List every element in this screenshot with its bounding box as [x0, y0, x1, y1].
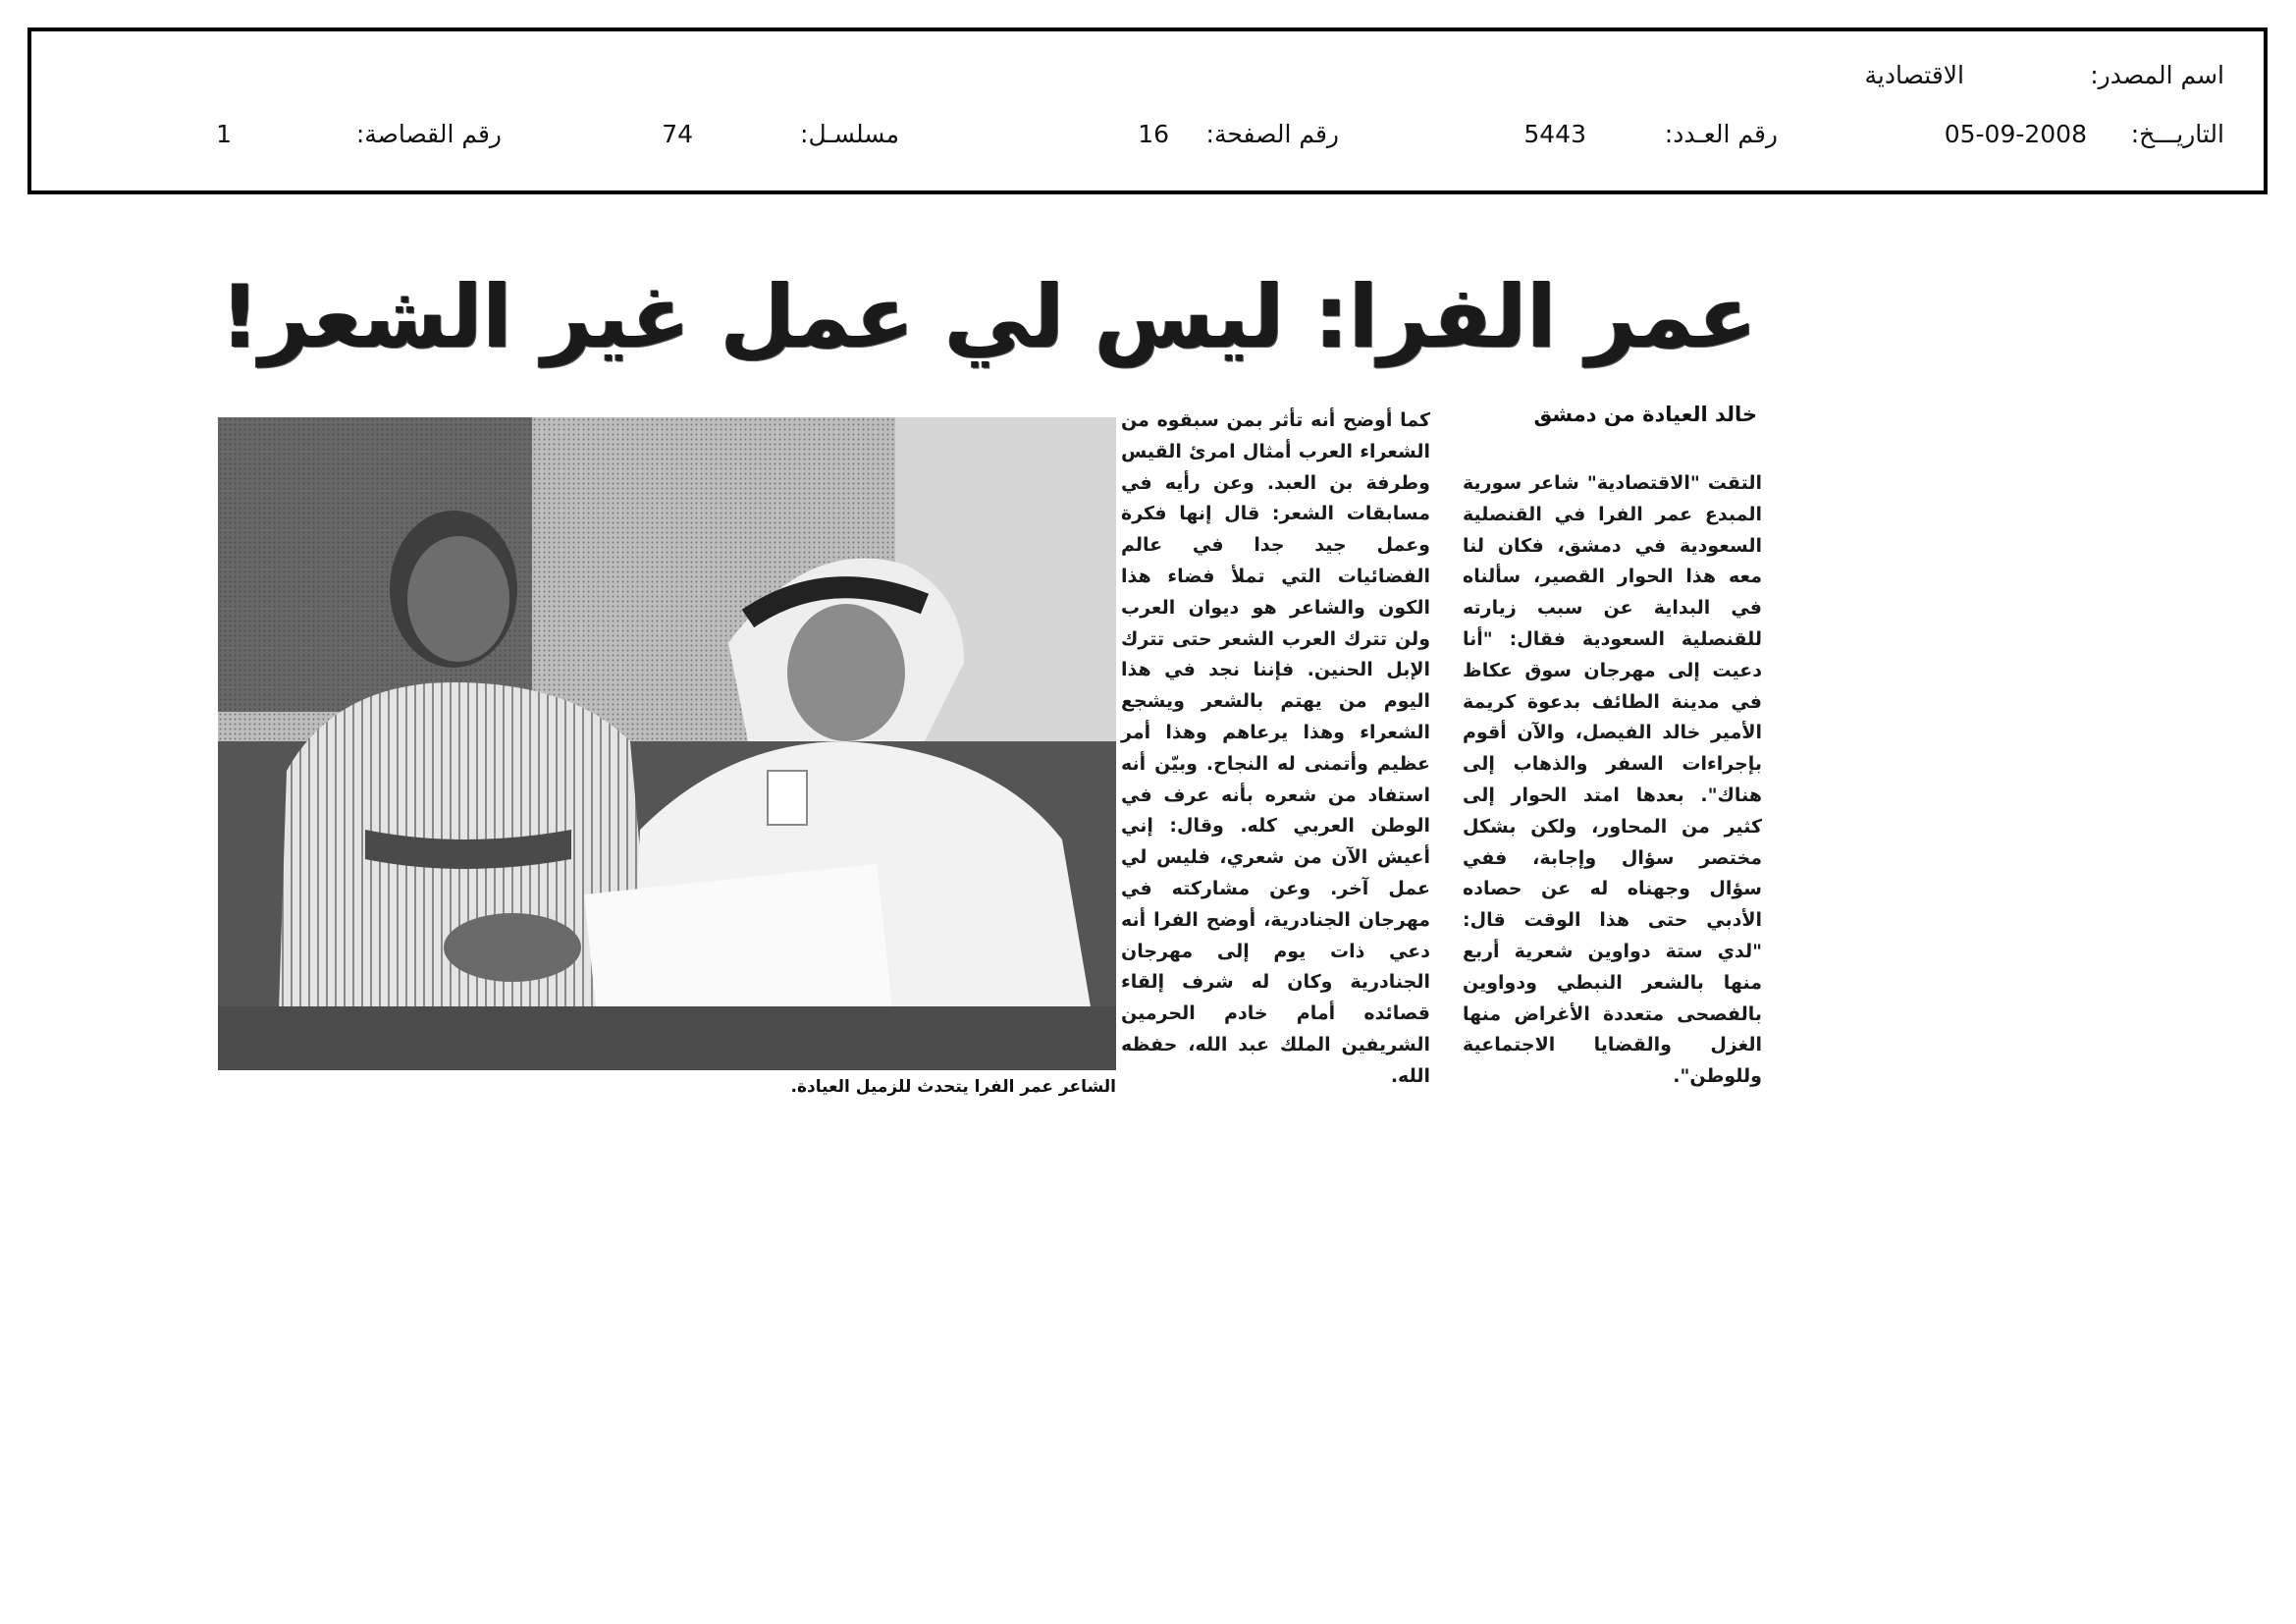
page-label: رقم الصفحة:	[1205, 120, 1339, 148]
clipping-number-value: 1	[216, 120, 232, 148]
photo-caption: الشاعر عمر الفرا يتحدث للزميل العيادة.	[790, 1077, 1116, 1097]
article-column-middle: كما أوضح أنه تأثر بمن سبقوه من الشعراء العرب أمثال امرئ القيس وطرفة بن العبد. وعن رأيه في مسابقات الشعر: قال إنها فكرة وعمل جيد جدا في عالم الفضائيات التي تملأ فضاء هذا الكون والشاعر هو ديوان العرب ولن تترك العرب الشعر حتى تترك الإبل الحنين. فإننا نجد في هذا اليوم من يهتم بالشعر ويشجع الشعراء وهذا يرعاهم وهذا أمر عظيم وأتمنى له النجاح. وبيّن أنه استفاد من شعره بأنه عرف في الوطن العربي كله. وقال: إني أعيش الآن من شعري، فليس لي عمل آخر. وعن مشاركته في مهرجان الجنادرية، أوضح الفرا أنه دعي ذات يوم إلى مهرجان الجنادرية وكان له شرف إلقاء قصائده أمام خادم الحرمين الشريفين الملك عبد الله، حفظه الله.	[1121, 409, 1430, 1087]
serial-label: مسلسـل:	[800, 120, 899, 148]
article-headline: عمر الفرا: ليس لي عمل غير الشعر!	[220, 266, 1757, 367]
source-label: اسم المصدر:	[2090, 61, 2224, 89]
page-value: 16	[1138, 120, 1169, 148]
serial-value: 74	[662, 120, 693, 148]
clipping-number-label: رقم القصاصة:	[355, 120, 502, 148]
issue-label: رقم العـدد:	[1664, 120, 1778, 148]
issue-value: 5443	[1523, 120, 1586, 148]
right-man-face	[787, 604, 905, 741]
article-photo	[218, 417, 1116, 1070]
date-label: التاريـــخ:	[2130, 120, 2224, 148]
source-value: الاقتصادية	[1864, 61, 1964, 89]
table-surface	[218, 1006, 1116, 1070]
clipping-header	[27, 27, 2268, 194]
pocket-card	[768, 771, 807, 825]
newspaper-clipping	[206, 250, 1772, 1105]
article-column-right: التقت "الاقتصادية" شاعر سورية المبدع عمر الفرا في القنصلية السعودية في دمشق، فكان لنا معه هذا الحوار القصير، سألناه في البداية عن سبب زيارته للقنصلية السعودية فقال: "أنا دعيت إلى مهرجان سوق عكاظ في مدينة الطائف بدعوة كريمة الأمير خالد الفيصل، والآن أقوم بإجراءات السفر والذهاب إلى هناك". بعدها امتد الحوار إلى كثير من المحاور، ولكن بشكل مختصر سؤال وإجابة، ففي سؤال وجهناه له عن حصاده الأدبي حتى هذا الوقت قال: "لدي ستة دواوين شعرية أربع منها بالشعر النبطي ودواوين بالفصحى متعددة الأغراض منها الغزل والقضايا الاجتماعية وللوطن".	[1463, 472, 1762, 1088]
article-byline: خالد العيادة من دمشق	[1533, 403, 1757, 426]
date-value: 05-09-2008	[1944, 120, 2087, 148]
